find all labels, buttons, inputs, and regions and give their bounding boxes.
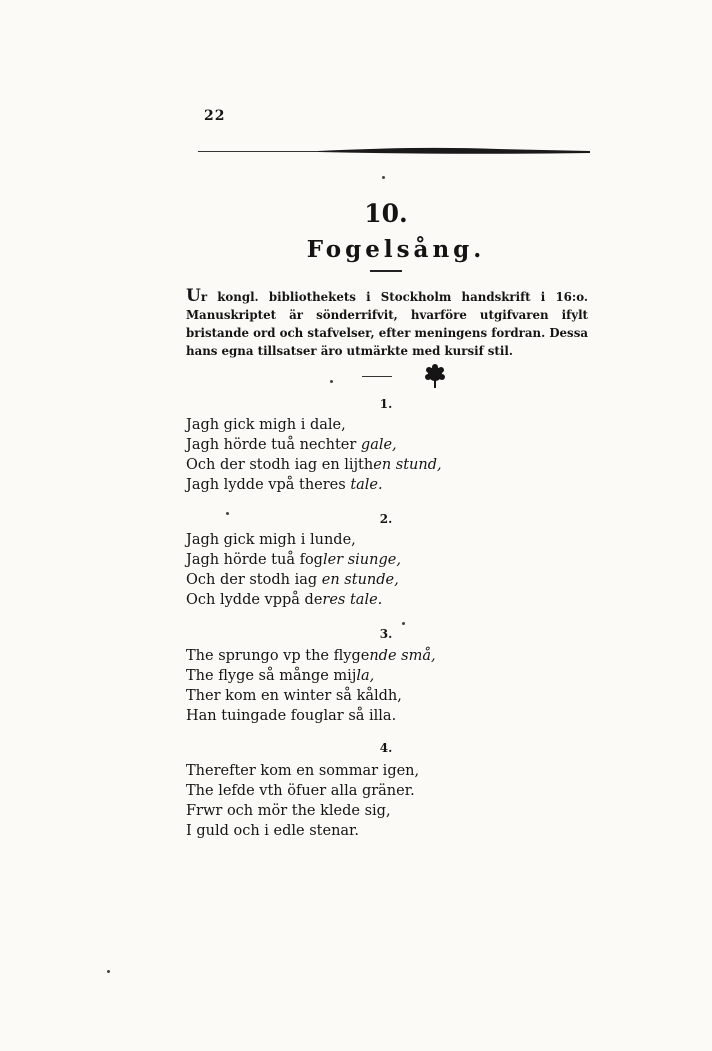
stanza (186, 646, 606, 726)
ornament-rule (362, 376, 392, 377)
drop-initial: U (186, 286, 201, 306)
page-number: 22 (204, 108, 226, 124)
stanza (186, 761, 606, 841)
header-rule (198, 146, 590, 155)
verse-line: The sprungo vp the flygende små, (186, 648, 436, 664)
verse-line: Han tuingade fouglar så illa. (186, 708, 397, 724)
verse-line: The flyge så månge mijla, (186, 668, 375, 684)
title-rule (370, 270, 402, 272)
verse-line: Och der stodh iag en lijthen stund, (186, 457, 442, 473)
stanza-number: 4. (379, 741, 393, 755)
scan-speck (226, 512, 229, 515)
poem-title: Fogelsång. (306, 236, 486, 263)
verse-line: Jagh lydde vpå theres tale. (186, 477, 383, 493)
verse-line: Therefter kom en sommar igen, (186, 763, 420, 779)
verse-line: Och der stodh iag en stunde, (186, 572, 399, 588)
verse-line: Frwr och mör the klede sig, (186, 803, 391, 819)
stanza (186, 415, 606, 495)
stanza-number: 3. (379, 627, 393, 641)
scan-speck (330, 380, 333, 383)
verse-line: Jagh gick migh i dale, (186, 417, 346, 433)
poem-number: 10. (364, 199, 408, 228)
verse-line: Jagh hörde tuå fogler siunge, (186, 552, 401, 568)
verse-line: Ther kom en winter så kåldh, (186, 688, 402, 704)
verse-line: The lefde vth öfuer alla gräner. (186, 783, 415, 799)
scan-speck (402, 622, 405, 625)
verse-line: I guld och i edle stenar. (186, 823, 360, 839)
scan-speck (382, 176, 385, 179)
stanza-number: 1. (379, 397, 393, 411)
flower-ornament-icon (420, 362, 450, 390)
scan-speck (107, 970, 110, 973)
stanza (186, 530, 606, 610)
intro-paragraph (186, 287, 588, 360)
verse-line: Och lydde vppå deres tale. (186, 592, 383, 608)
verse-line: Jagh gick migh i lunde, (186, 532, 356, 548)
verse-line: Jagh hörde tuå nechter gale, (186, 437, 397, 453)
intro-text: r kongl. bibliothekets i Stockholm handskrift i 16:o. Manuskriptet är sönderrifvit, hvarföre utgifvaren ifylt bristande ord och stafvelser, efter meningens fordran. Dessa hans egna tillsatser äro utmärkte med kursif stil. (186, 290, 588, 358)
stanza-number: 2. (379, 512, 393, 526)
